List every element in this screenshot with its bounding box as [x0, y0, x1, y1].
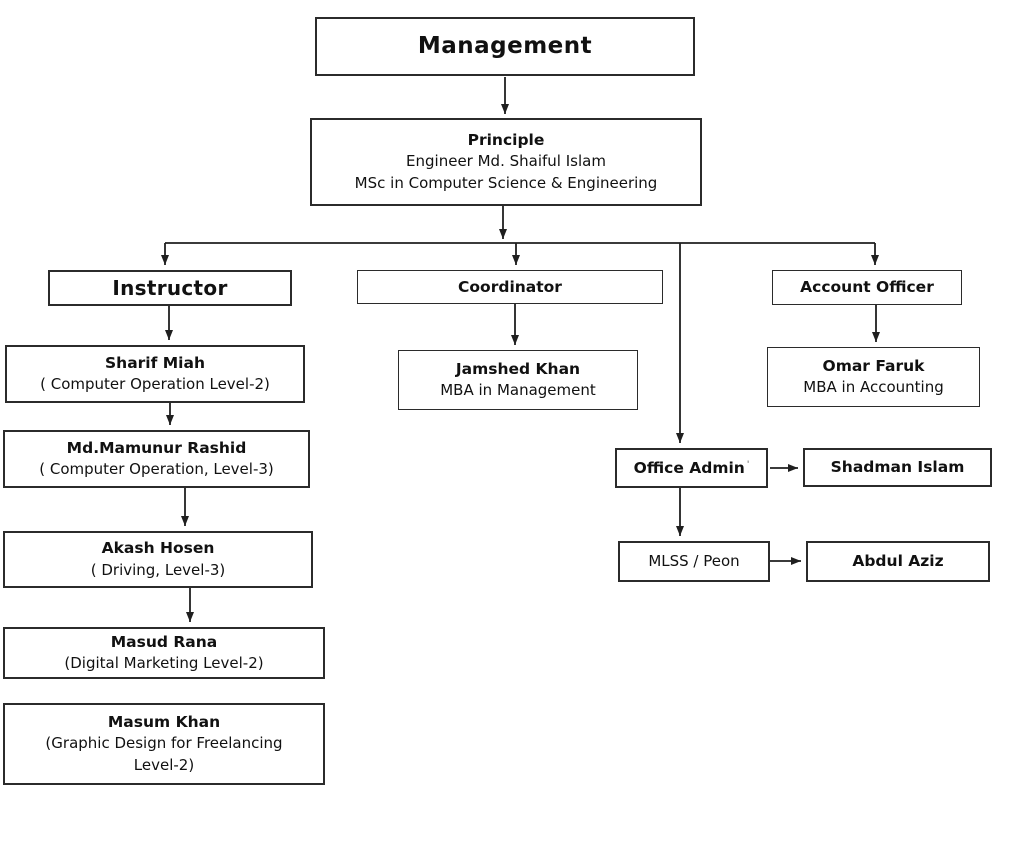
node-sharif-miah	[5, 345, 305, 403]
coordinator-title: Coordinator	[458, 277, 562, 296]
node-management	[315, 17, 695, 76]
shadman-islam-name: Shadman Islam	[830, 458, 965, 477]
masum-khan-detail2: Level-2)	[133, 756, 195, 775]
masud-rana-name: Masud Rana	[110, 632, 218, 651]
mlss-peon-title: MLSS / Peon	[648, 551, 740, 570]
principle-degree: MSc in Computer Science & Engineering	[354, 174, 658, 193]
node-account-officer	[772, 270, 962, 305]
sharif-miah-name: Sharif Miah	[105, 353, 205, 372]
mamunur-rashid-detail: ( Computer Operation, Level-3)	[39, 460, 274, 479]
node-shadman-islam	[803, 448, 992, 487]
principle-title: Principle	[467, 131, 545, 150]
sharif-miah-detail: ( Computer Operation Level-2)	[40, 375, 270, 394]
office-admin-title: Office Admin	[633, 459, 745, 478]
masud-rana-detail: (Digital Marketing Level-2)	[64, 654, 264, 673]
akash-hosen-name: Akash Hosen	[101, 539, 215, 558]
management-title: Management	[417, 32, 593, 59]
node-mlss-peon	[618, 541, 770, 582]
mamunur-rashid-name: Md.Mamunur Rashid	[66, 438, 247, 457]
office-admin-title-row	[634, 456, 750, 479]
node-jamshed-khan	[398, 350, 638, 410]
jamshed-khan-detail: MBA in Management	[440, 381, 596, 400]
node-office-admin	[615, 448, 768, 488]
node-akash-hosen	[3, 531, 313, 588]
node-omar-faruk	[767, 347, 980, 407]
principle-name: Engineer Md. Shaiful Islam	[406, 152, 606, 171]
office-admin-mark: '	[746, 459, 750, 470]
jamshed-khan-name: Jamshed Khan	[455, 359, 581, 378]
omar-faruk-detail: MBA in Accounting	[803, 378, 944, 397]
node-instructor	[48, 270, 292, 306]
abdul-aziz-name: Abdul Aziz	[852, 552, 944, 571]
instructor-title: Instructor	[112, 275, 228, 300]
node-masum-khan	[3, 703, 325, 785]
masum-khan-detail1: (Graphic Design for Freelancing	[45, 734, 283, 753]
account-officer-title: Account Officer	[800, 278, 934, 297]
node-masud-rana	[3, 627, 325, 679]
omar-faruk-name: Omar Faruk	[822, 356, 925, 375]
node-mamunur-rashid	[3, 430, 310, 488]
node-coordinator	[357, 270, 663, 304]
node-principle	[310, 118, 702, 206]
node-abdul-aziz	[806, 541, 990, 582]
masum-khan-name: Masum Khan	[107, 713, 221, 732]
akash-hosen-detail: ( Driving, Level-3)	[90, 560, 226, 579]
